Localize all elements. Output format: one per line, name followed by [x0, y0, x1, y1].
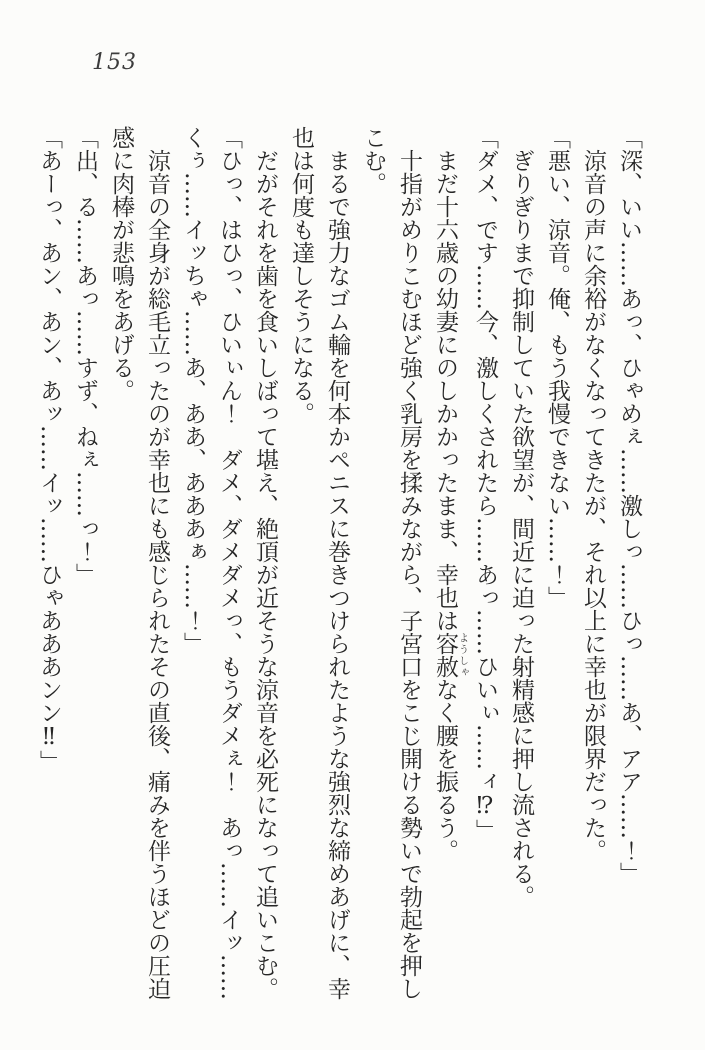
narration-paragraph: 涼音の全身が総毛立ったのが幸也にも感じられたその直後、痛みを伴うほどの圧迫感に肉棒が悲鳴をあげる。 — [108, 126, 170, 1000]
dialogue-paragraph: 「ダメ、です……今、激しくされたら……あっ……ひいぃ……ィ⁉」 — [472, 126, 498, 842]
text-block — [31, 126, 647, 1010]
dialogue-paragraph: 「悪い、涼音。俺、もう我慢できない……！」 — [544, 126, 570, 609]
dialogue-paragraph: 「深、いい……あっ、ひゃめぇ……激しっ……ひっ……あ、アア……！」 — [616, 126, 642, 885]
page-number: 153 — [92, 50, 137, 75]
furigana-ruby: 容赦ようしゃ — [432, 632, 468, 678]
dialogue-paragraph: 「あーっ、あン、あン、あッ……イッ……ひゃあああンン‼」 — [36, 126, 62, 773]
narration-paragraph: だがそれを歯を食いしばって堪え、絶頂が近そうな涼音を必死になって追いこむ。 — [252, 149, 278, 1000]
narration-paragraph: まるで強力なゴム輪を何本かペニスに巻きつけられたような強烈な締めあげに、幸也は何度も達しそうになる。 — [288, 126, 350, 1000]
dialogue-paragraph: 「ひっ、はひっ、ひいぃん！ ダメ、ダメダメっ、もうダメぇ！ あっ……イッ……くぅ……イッちゃ……あ、ああ、あああぁ……！」 — [180, 126, 242, 1000]
narration-paragraph: まだ十六歳の幼妻にのしかかったまま、幸也は容赦ようしゃなく腰を振るう。 — [432, 149, 468, 862]
narration-paragraph: ぎりぎりまで抑制していた欲望が、間近に迫った射精感に押し流される。 — [508, 149, 534, 908]
narration-paragraph: 涼音の声に余裕がなくなってきたが、それ以上に幸也が限界だった。 — [580, 149, 606, 862]
dialogue-paragraph: 「出、る……あっ……すず、ねぇ……っ！」 — [72, 126, 98, 586]
narration-paragraph: 十指がめりこむほど強く乳房を揉みながら、子宮口をこじ開ける勢いで勃起を押しこむ。 — [360, 126, 422, 1000]
